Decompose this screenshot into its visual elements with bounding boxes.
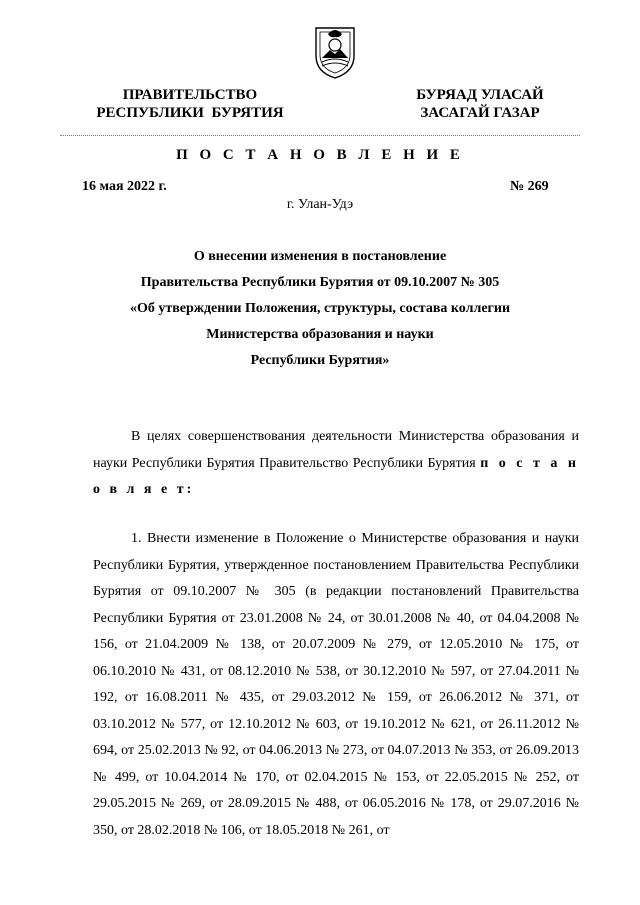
document-city: г. Улан-Удэ [286, 197, 354, 212]
document-number: № 269 [510, 179, 549, 194]
paragraph-text: В целях совершенствования деятельности Министерства образования и науки Республики Бурятия Правительство Республики Бурятия [93, 429, 579, 471]
body-paragraph-2 [93, 526, 579, 844]
body-paragraph-1 [93, 424, 579, 504]
government-name-bua-line1: БУРЯАД УЛАСАЙ [416, 87, 544, 103]
document-type: П О С Т А Н О В Л Е Н И Е [176, 147, 464, 163]
government-name-ru-line1: ПРАВИТЕЛЬСТВО [122, 87, 258, 103]
title-line: О внесении изменения в постановление [193, 249, 447, 264]
title-line: Министерства образования и науки [206, 327, 434, 342]
title-line: «Об утверждении Положения, структуры, состава коллегии [129, 301, 511, 316]
coat-of-arms-icon [310, 20, 360, 80]
title-line: Республики Бурятия» [250, 353, 390, 368]
document-title [80, 244, 560, 374]
resolves-word: п о с т а н о в л я е т: [93, 455, 579, 497]
document-date: 16 мая 2022 г. [82, 179, 167, 194]
government-name-bua-line2: ЗАСАГАЙ ГАЗАР [420, 105, 540, 121]
title-line: Правительства Республики Бурятия от 09.10.2007 № 305 [140, 275, 500, 290]
government-name-ru-line2: РЕСПУБЛИКИ БУРЯТИЯ [96, 105, 284, 121]
government-name-ru [80, 86, 300, 122]
header-divider [60, 135, 580, 136]
government-name-bua [395, 86, 565, 122]
paragraph-text: 1. Внести изменение в Положение о Министерстве образования и науки Республики Бурятия, утвержденное постановлением Правительства Республики Бурятия от 09.10.2007 № 305 (в редакции постановлений Правительства Республики Бурятия от 23.01.2008 № 24, от 30.01.2008 № 40, от 04.04.2008 № 156, от 21.04.2009 № 138, от 20.07.2009 № 279, от 12.05.2010 № 175, от 06.10.2010 № 431, от 08.12.2010 № 538, от 30.12.2010 № 597, от 27.04.2011 № 192, от 16.08.2011 № 435, от 29.03.2012 № 159, от 26.06.2012 № 371, от 03.10.2012 № 577, от 12.10.2012 № 603, от 19.10.2012 № 621, от 26.11.2012 № 694, от 25.02.2013 № 92, от 04.06.2013 № 273, от 04.07.2013 № 353, от 26.09.2013 № 499, от 10.04.2014 № 170, от 02.04.2015 № 153, от 22.05.2015 № 252, от 29.05.2015 № 269, от 28.09.2015 № 488, от 06.05.2016 № 178, от 29.07.2016 № 350, от 28.02.2018 № 106, от 18.05.2018 № 261, от [93, 531, 579, 838]
